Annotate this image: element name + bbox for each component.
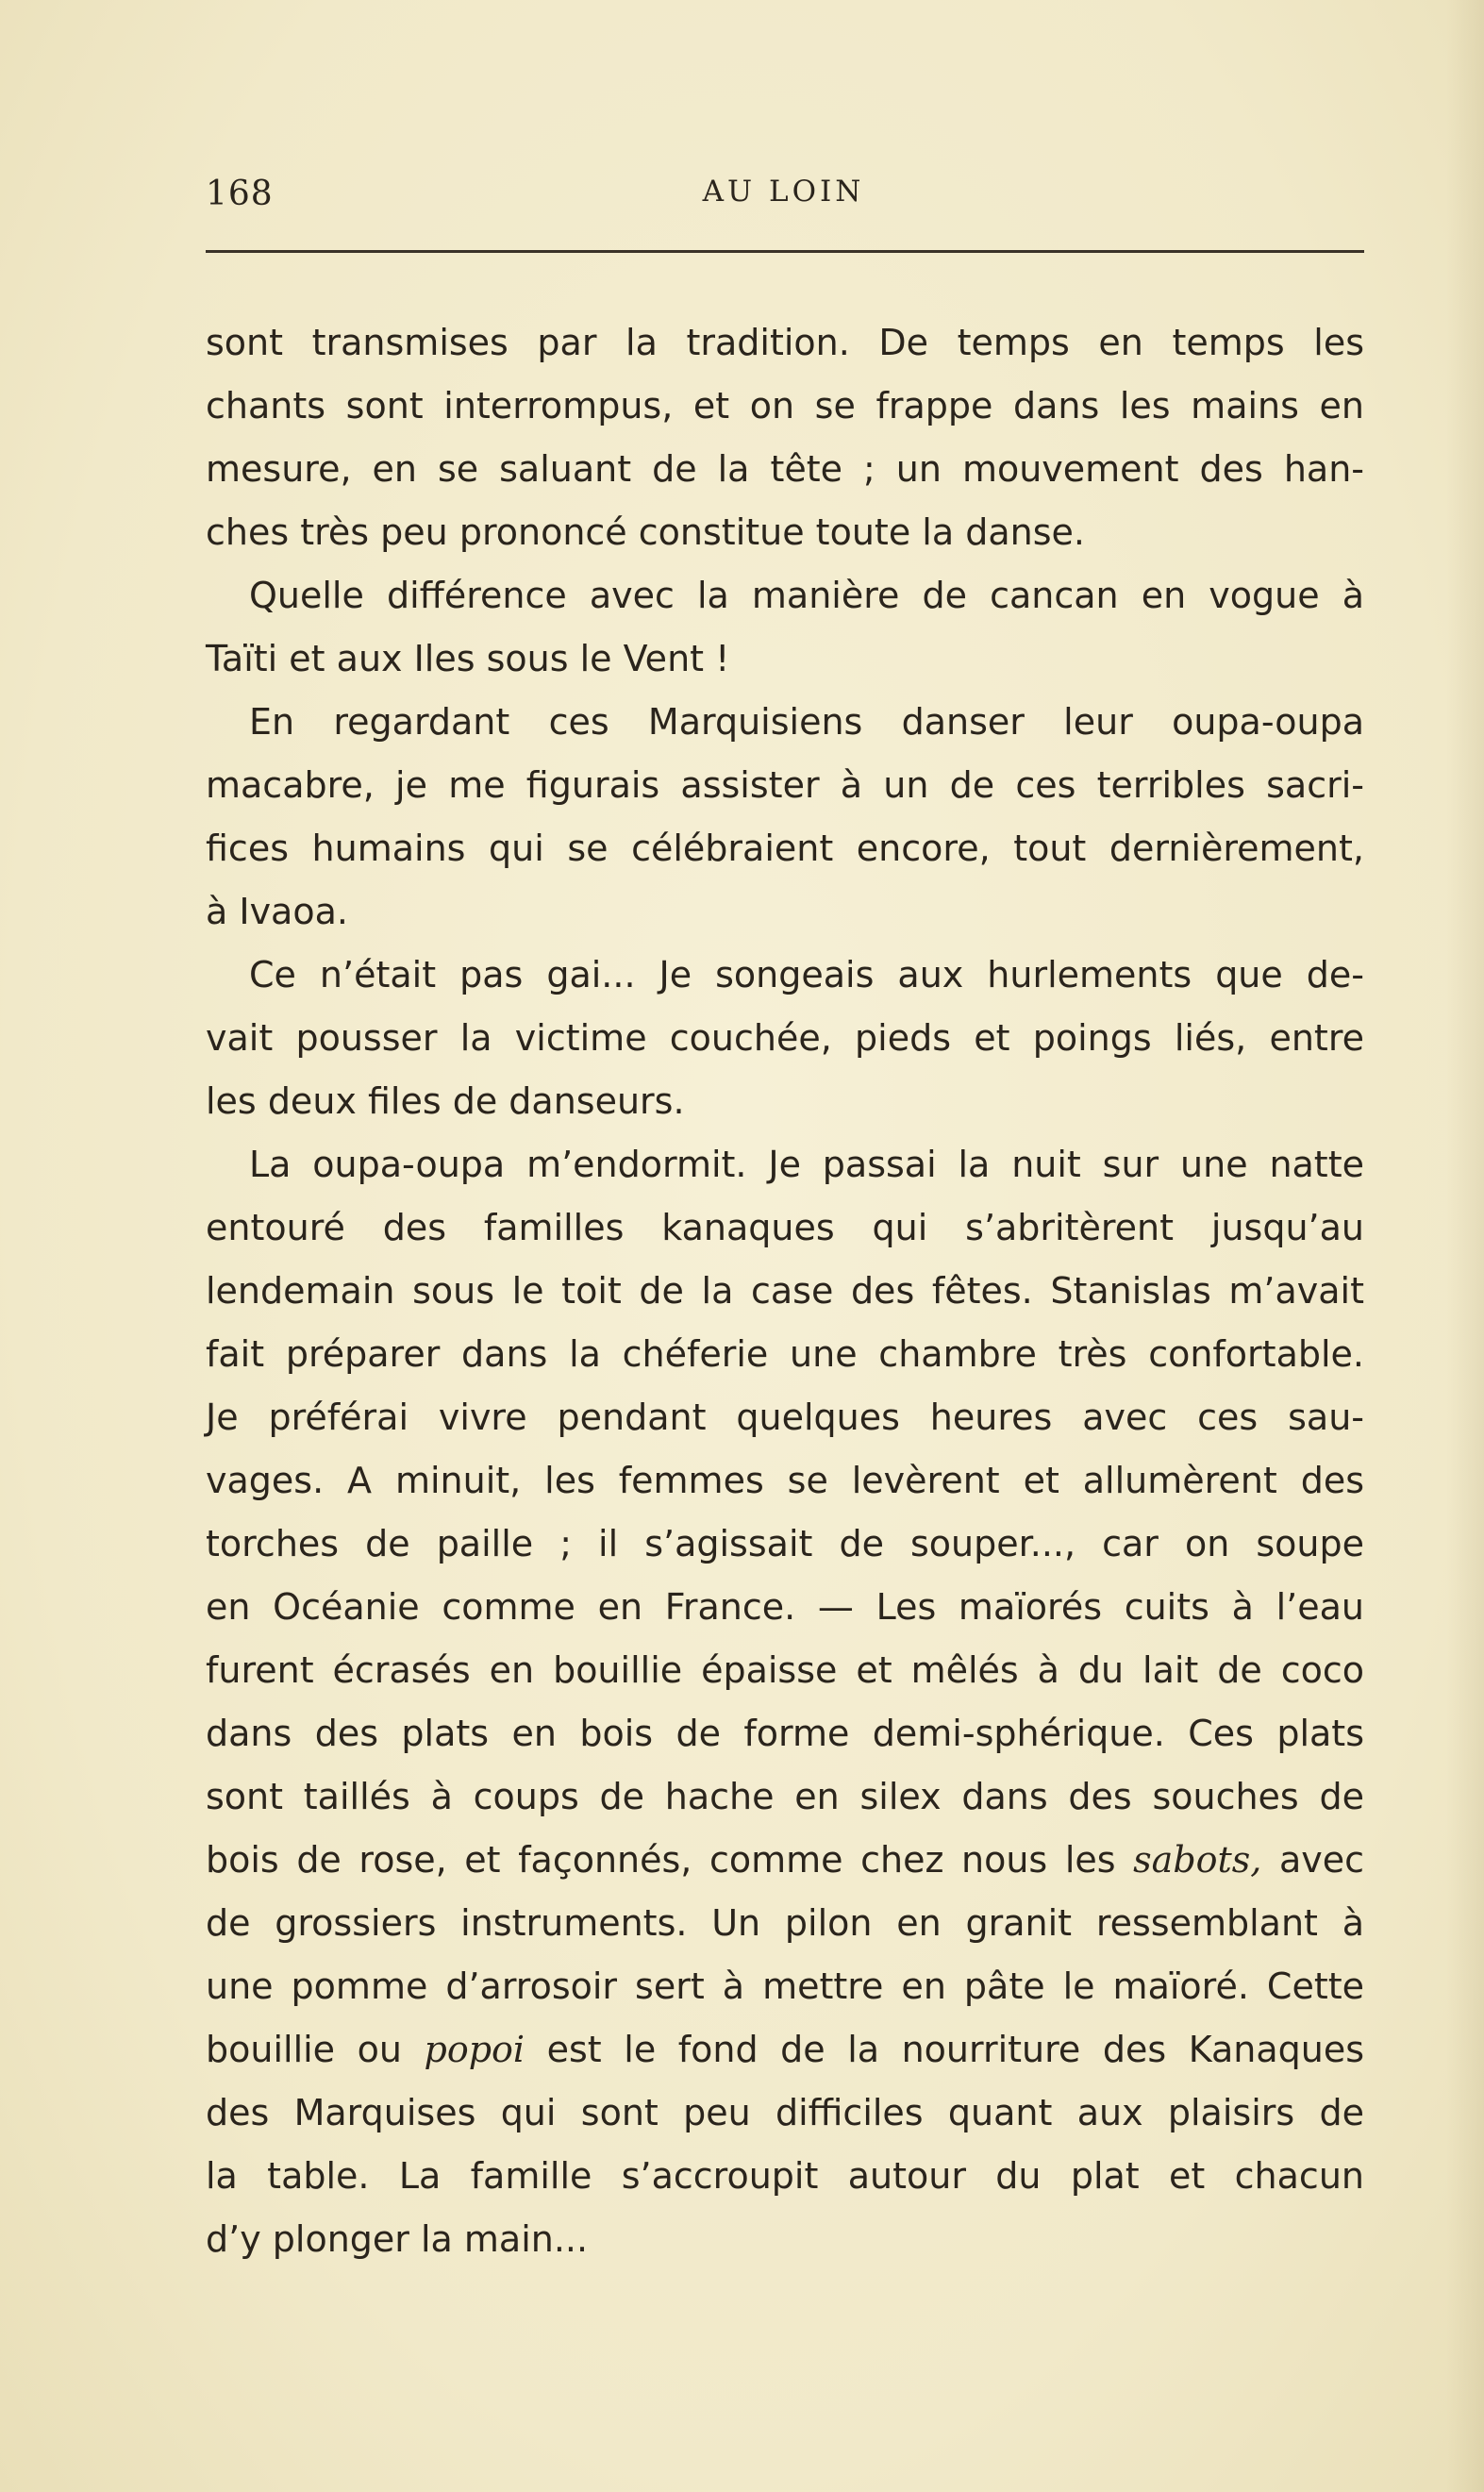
text-line: d’y plonger la main... (206, 2218, 589, 2260)
italic-word: sabots, (1133, 1839, 1262, 1881)
page-number: 168 (206, 175, 274, 213)
text-line: fices humains qui se célébraient encore, tout dernièrement, (206, 828, 1364, 869)
text-line: Je préférai vivre pendant quelques heures avec ces sau- (206, 1397, 1364, 1438)
text-line: fait préparer dans la chéferie une chambre très confortable. (206, 1333, 1364, 1375)
text-line: dans des plats en bois de forme demi-sphérique. Ces plats (206, 1713, 1364, 1754)
text-line: Ce n’était pas gai... Je songeais aux hurlements que de- (249, 954, 1364, 995)
running-title: AU LOIN (702, 175, 865, 209)
text-line: entouré des familles kanaques qui s’abritèrent jusqu’au (206, 1207, 1364, 1248)
text-line: chants sont interrompus, et on se frappe dans les mains en (206, 385, 1364, 426)
text-line: Quelle différence avec la manière de cancan en vogue à (249, 575, 1364, 616)
text-line: sont transmises par la tradition. De temps en temps les (206, 322, 1364, 363)
text-line: des Marquises qui sont peu difficiles quant aux plaisirs de (206, 2092, 1364, 2133)
text-line: la table. La famille s’accroupit autour du plat et chacun (206, 2155, 1364, 2197)
text-line: les deux files de danseurs. (206, 1080, 685, 1122)
text-line: La oupa-oupa m’endormit. Je passai la nuit sur une natte (249, 1144, 1364, 1185)
text-line: ches très peu prononcé constitue toute la danse. (206, 511, 1085, 553)
text-run: avec (1261, 1839, 1365, 1881)
text-line: en Océanie comme en France. — Les maïorés cuits à l’eau (206, 1586, 1364, 1628)
text-line: vait pousser la victime couchée, pieds et poings liés, entre (206, 1017, 1364, 1059)
text-line: furent écrasés en bouillie épaisse et mêlés à du lait de coco (206, 1649, 1364, 1691)
text-line: torches de paille ; il s’agissait de souper..., car on soupe (206, 1523, 1364, 1564)
text-line: à Ivaoa. (206, 891, 348, 932)
text-line (206, 1829, 1364, 1892)
text-line: mesure, en se saluant de la tête ; un mouvement des han- (206, 448, 1364, 490)
text-line (206, 2018, 1364, 2082)
page-header (206, 175, 1361, 231)
text-line: vages. A minuit, les femmes se levèrent et allumèrent des (206, 1460, 1364, 1501)
page-edge-shading (1446, 0, 1484, 2492)
text-run: est le fond de la nourriture des Kanaques (525, 2029, 1364, 2070)
text-run: bouillie ou (206, 2029, 425, 2070)
text-line: une pomme d’arrosoir sert à mettre en pâte le maïoré. Cette (206, 1965, 1364, 2007)
text-line: sont taillés à coups de hache en silex dans des souches de (206, 1776, 1364, 1817)
text-line: lendemain sous le toit de la case des fêtes. Stanislas m’avait (206, 1270, 1364, 1312)
text-line: En regardant ces Marquisiens danser leur oupa-oupa (249, 701, 1364, 743)
text-line: Taïti et aux Iles sous le Vent ! (206, 638, 730, 679)
text-run: bois de rose, et façonnés, comme chez nous les (206, 1839, 1134, 1881)
body-text (206, 311, 1364, 2271)
text-line: de grossiers instruments. Un pilon en granit ressemblant à (206, 1902, 1364, 1944)
italic-word: popoi (424, 2029, 525, 2070)
header-rule (206, 250, 1364, 253)
text-line: macabre, je me figurais assister à un de ces terribles sacri- (206, 764, 1364, 806)
